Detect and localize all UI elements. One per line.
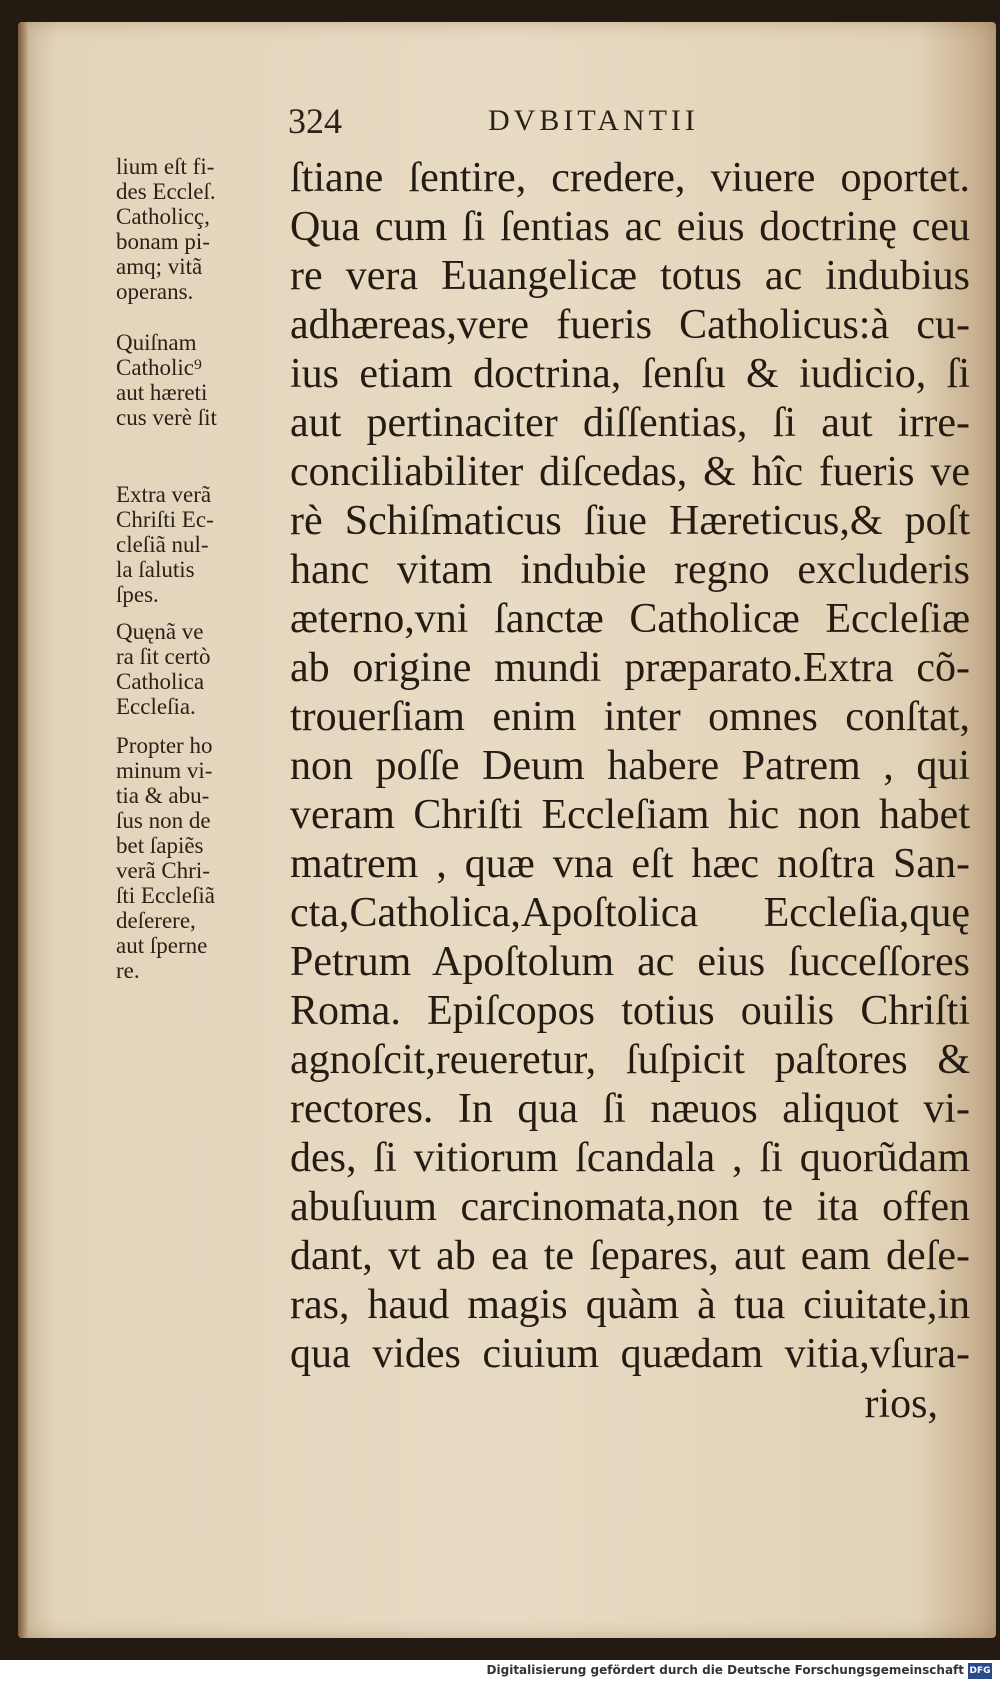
page-edge — [18, 22, 28, 1638]
text-line: agnoſcit,reueretur, ſuſpicit paſtores & — [290, 1037, 970, 1083]
page-header — [18, 100, 996, 152]
text-line: ras, haud magis quàm à tua ciuitate,in — [290, 1282, 970, 1328]
text-line: ab origine mundi præparato.Extra cõ- — [290, 645, 970, 691]
running-head: DVBITANTII — [488, 104, 699, 137]
text-line: conciliabiliter diſcedas, & hîc fueris ve — [290, 449, 970, 495]
margin-notes — [116, 154, 286, 983]
text-line: veram Chriſti Eccleſiam hic non habet — [290, 792, 970, 838]
text-line: aut pertinaciter diſſentias, ſi aut irre- — [290, 400, 970, 446]
text-line: cta,Catholica,Apoſtolica Eccleſia,quę — [290, 890, 970, 936]
margin-note: Quiſnam Catholic⁹ aut hæreti cus verè ſit — [116, 330, 217, 430]
text-line: qua vides ciuium quædam vitia,vſura- — [290, 1331, 970, 1377]
text-line: ſtiane ſentire, credere, viuere oportet. — [290, 155, 970, 201]
page-number: 324 — [288, 101, 342, 141]
text-line: matrem , quæ vna eſt hæc noſtra San- — [290, 841, 970, 887]
text-line: ius etiam doctrina, ſenſu & iudicio, ſi — [290, 351, 970, 397]
body-text — [290, 154, 970, 1379]
text-line: rè Schiſmaticus ſiue Hæreticus,& poſt — [290, 498, 970, 544]
text-line: des, ſi vitiorum ſcandala , ſi quorũdam — [290, 1135, 970, 1181]
text-line: hanc vitam indubie regno excluderis — [290, 547, 970, 593]
margin-note: Propter ho minum vi- tia & abu- ſus non de bet ſapiẽs verã Chri- ſti Eccleſiã deſerere, aut ſperne re. — [116, 733, 215, 983]
text-line: Roma. Epiſcopos totius ouilis Chriſti — [290, 988, 970, 1034]
text-line: dant, vt ab ea te ſepares, aut eam deſe- — [290, 1233, 970, 1279]
catchword: rios, — [864, 1381, 938, 1427]
text-line: trouerſiam enim inter omnes conſtat, — [290, 694, 970, 740]
text-line: rectores. In qua ſi næuos aliquot vi- — [290, 1086, 970, 1132]
text-line: adhæreas,vere fueris Catholicus:à cu- — [290, 302, 970, 348]
text-line: re vera Euangelicæ totus ac indubius — [290, 253, 970, 299]
text-line: non poſſe Deum habere Patrem , qui — [290, 743, 970, 789]
dfg-logo-icon: DFG — [968, 1663, 992, 1679]
footer-credit: Digitalisierung gefördert durch die Deutsche Forschungsgemeinschaft — [486, 1663, 964, 1677]
margin-note: lium eſt fi- des Eccleſ. Catholicç, bonam pi- amq; vitã operans. — [116, 154, 216, 304]
margin-note: Extra verã Chriſti Ec- cleſiã nul- la ſalutis ſpes. — [116, 482, 214, 607]
text-line: Qua cum ſi ſentias ac eius doctrinę ceu — [290, 204, 970, 250]
text-line: Petrum Apoſtolum ac eius ſucceſſores — [290, 939, 970, 985]
margin-note: Quęnã ve ra ſit certò Catholica Eccleſia. — [116, 619, 211, 719]
text-line: æterno,vni ſanctæ Catholicæ Eccleſiæ — [290, 596, 970, 642]
book-page — [18, 22, 996, 1638]
footer-bar — [0, 1660, 1000, 1684]
text-line: abuſuum carcinomata,non te ita offen — [290, 1184, 970, 1230]
